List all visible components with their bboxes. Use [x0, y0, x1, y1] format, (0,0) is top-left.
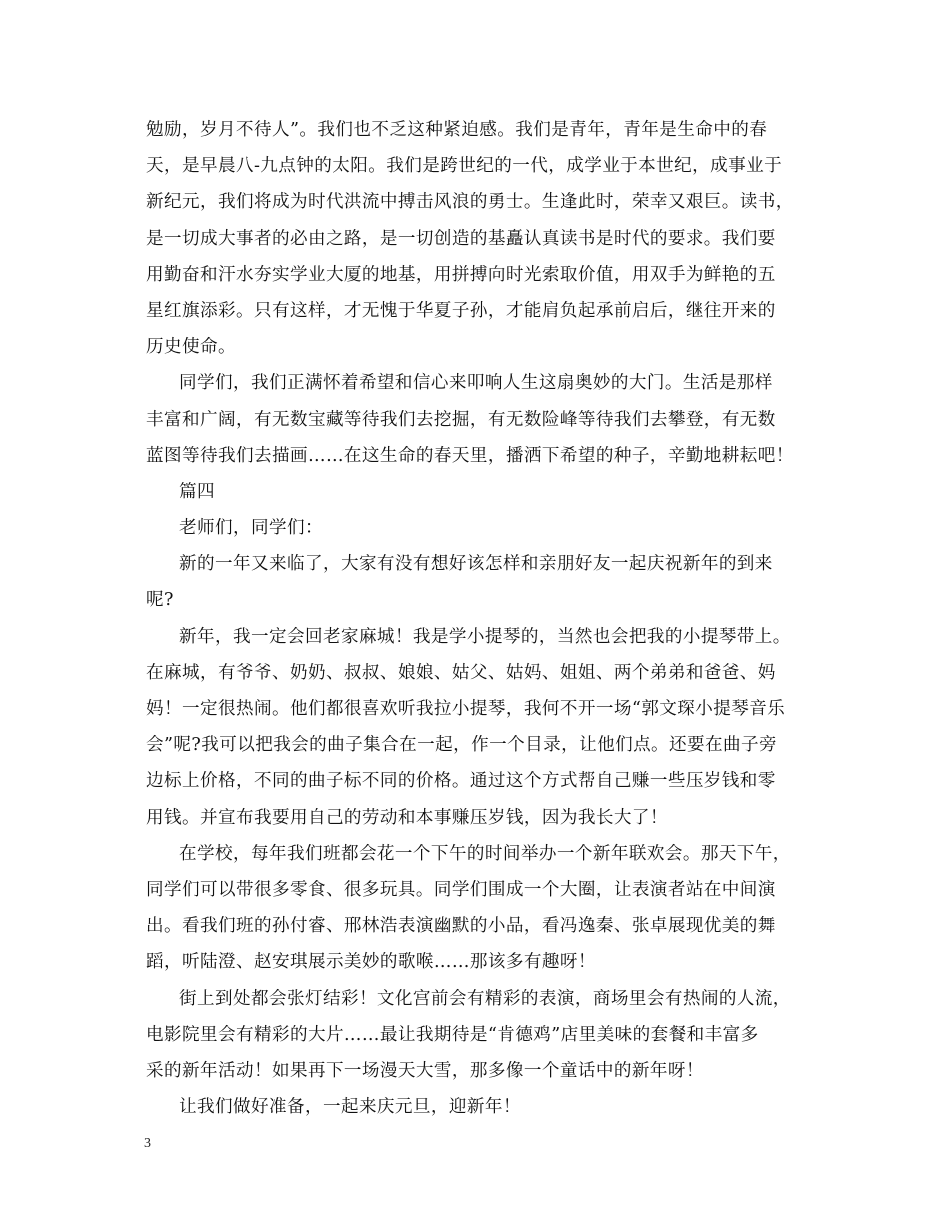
- text-line: 边标上价格，不同的曲子标不同的价格。通过这个方式帮自己赚一些压岁钱和零: [146, 771, 776, 792]
- text-line: 蹈，听陆澄、赵安琪展示美妙的歌喉……那该多有趣呀！: [146, 952, 596, 973]
- text-line: 星红旗添彩。只有这样，才无愧于华夏子孙，才能肩负起承前启后，继往开来的: [146, 300, 776, 321]
- document-body: [146, 112, 810, 1125]
- paragraph-start-line: 让我们做好准备，一起来庆元旦，迎新年！: [179, 1097, 521, 1118]
- paragraph-start-line: 同学们，我们正满怀着希望和信心来叩响人生这扇奥妙的大门。生活是那样: [179, 373, 773, 394]
- text-line: 历史使命。: [146, 337, 236, 358]
- text-line: 电影院里会有精彩的大片……最让我期待是“肯德鸡”店里美味的套餐和丰富多: [146, 1024, 759, 1045]
- text-line: 天，是早晨八-九点钟的太阳。我们是跨世纪的一代，成学业于本世纪，成事业于: [146, 156, 783, 177]
- text-line: 妈！一定很热闹。他们都很喜欢听我拉小提琴，我何不开一场“郭文琛小提琴音乐: [146, 699, 786, 719]
- text-line: 新纪元，我们将成为时代洪流中搏击风浪的勇士。生逢此时，荣幸又艰巨。读书，: [146, 192, 794, 213]
- text-line: 同学们可以带很多零食、很多玩具。同学们围成一个大圈，让表演者站在中间演: [146, 879, 776, 900]
- text-line: 勉励，岁月不待人”。我们也不乏这种紧迫感。我们是青年，青年是生命中的春: [146, 120, 768, 140]
- text-line: 会”呢?我可以把我会的曲子集合在一起，作一个目录，让他们点。还要在曲子旁: [146, 735, 778, 756]
- text-line: 在麻城，有爷爷、奶奶、叔叔、娘娘、姑父、姑妈、姐姐、两个弟弟和爸爸、妈: [146, 662, 776, 683]
- text-line: 是一切成大事者的必由之路，是一切创造的基矗认真读书是时代的要求。我们要: [146, 228, 776, 249]
- text-line: 呢?: [146, 590, 174, 611]
- text-line: 用勤奋和汗水夯实学业大厦的地基，用拼搏向时光索取价值，用双手为鲜艳的五: [146, 264, 776, 285]
- paragraph-start-line: 街上到处都会张灯结彩！文化宫前会有精彩的表演，商场里会有热闹的人流，: [179, 988, 791, 1009]
- paragraph-start-line: 新的一年又来临了，大家有没有想好该怎样和亲朋好友一起庆祝新年的到来: [179, 554, 773, 575]
- paragraph-start-line: 在学校，每年我们班都会花一个下午的时间举办一个新年联欢会。那天下午，: [179, 843, 791, 864]
- text-line: 用钱。并宣布我要用自己的劳动和本事赚压岁钱，因为我长大了！: [146, 807, 668, 828]
- text-line: 蓝图等待我们去描画……在这生命的春天里，播洒下希望的种子，辛勤地耕耘吧！: [146, 445, 794, 466]
- salutation: 老师们，同学们：: [179, 518, 323, 539]
- text-line: 出。看我们班的孙付睿、邢林浩表演幽默的小品，看冯逸秦、张卓展现优美的舞: [146, 916, 776, 937]
- text-line: 丰富和广阔，有无数宝藏等待我们去挖掘，有无数险峰等待我们去攀登，有无数: [146, 409, 776, 430]
- text-line: 采的新年活动！如果再下一场漫天大雪，那多像一个童话中的新年呀！: [146, 1060, 704, 1081]
- section-heading: 篇四: [179, 481, 215, 502]
- page-number: 3: [144, 1136, 151, 1151]
- paragraph-start-line: 新年，我一定会回老家麻城！我是学小提琴的，当然也会把我的小提琴带上。: [179, 626, 791, 647]
